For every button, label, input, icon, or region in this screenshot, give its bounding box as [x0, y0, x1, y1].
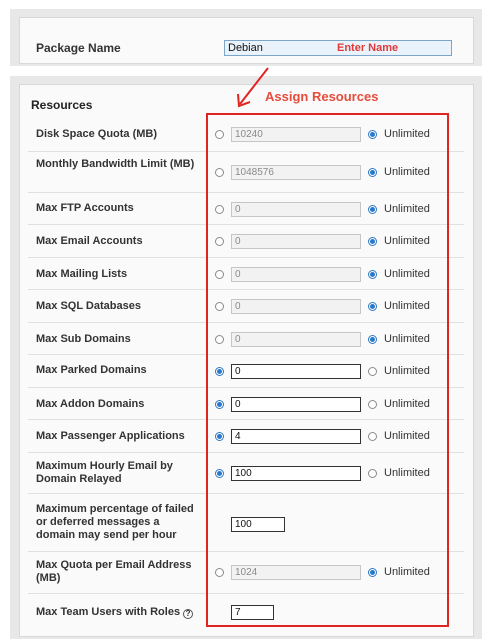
resource-label: Disk Space Quota (MB) [36, 128, 158, 140]
resource-label: Max Parked Domains [36, 364, 147, 376]
unlimited-radio[interactable] [368, 130, 377, 139]
unlimited-label: Unlimited [384, 300, 430, 312]
limit-radio[interactable] [215, 270, 224, 279]
unlimited-radio[interactable] [368, 367, 377, 376]
limit-value-field[interactable] [231, 234, 361, 249]
limit-value-field[interactable] [231, 202, 361, 217]
percentage-field[interactable] [231, 517, 285, 532]
resource-label: Max Addon Domains [36, 398, 145, 410]
limit-value-field[interactable] [231, 466, 361, 481]
resource-row-email-quota [28, 552, 464, 594]
help-icon[interactable]: ? [183, 609, 193, 619]
team-users-field[interactable] [231, 605, 274, 620]
resource-row-failed-percentage [28, 494, 464, 552]
unlimited-label: Unlimited [384, 333, 430, 345]
resource-row-bandwidth [28, 152, 464, 193]
limit-radio[interactable] [215, 205, 224, 214]
resource-row-sub-domains [28, 323, 464, 355]
unlimited-label: Unlimited [384, 365, 430, 377]
unlimited-label: Unlimited [384, 268, 430, 280]
limit-radio[interactable] [215, 168, 224, 177]
unlimited-radio[interactable] [368, 302, 377, 311]
limit-radio[interactable] [215, 130, 224, 139]
resource-label: Max Passenger Applications [36, 430, 185, 442]
resource-label: Max Email Accounts [36, 235, 143, 247]
resource-label: Max Quota per Email Address (MB) [36, 559, 192, 584]
unlimited-label: Unlimited [384, 398, 430, 410]
resource-label: Maximum Hourly Email by Domain Relayed [36, 460, 173, 485]
resource-row-sql-databases [28, 290, 464, 323]
limit-radio[interactable] [215, 335, 224, 344]
package-name-label: Package Name [36, 41, 121, 55]
unlimited-radio[interactable] [368, 432, 377, 441]
limit-radio[interactable] [215, 400, 224, 409]
limit-radio[interactable] [215, 302, 224, 311]
limit-value-field[interactable] [231, 364, 361, 379]
limit-value-field[interactable] [231, 299, 361, 314]
limit-radio[interactable] [215, 568, 224, 577]
unlimited-radio[interactable] [368, 270, 377, 279]
limit-value-field[interactable] [231, 127, 361, 142]
limit-radio[interactable] [215, 367, 224, 376]
unlimited-radio[interactable] [368, 469, 377, 478]
resources-panel [10, 76, 482, 639]
unlimited-radio[interactable] [368, 400, 377, 409]
resource-label: Max Sub Domains [36, 333, 131, 345]
package-panel [10, 9, 482, 66]
assign-resources-annotation: Assign Resources [265, 89, 379, 104]
unlimited-label: Unlimited [384, 128, 430, 140]
enter-name-annotation: Enter Name [337, 42, 399, 54]
resources-panel-inner [19, 84, 474, 637]
limit-value-field[interactable] [231, 165, 361, 180]
resource-label: Max FTP Accounts [36, 202, 134, 214]
limit-value-field[interactable] [231, 429, 361, 444]
unlimited-radio[interactable] [368, 568, 377, 577]
unlimited-label: Unlimited [384, 467, 430, 479]
package-panel-inner [19, 17, 474, 64]
resource-row-passenger-apps [28, 420, 464, 453]
unlimited-radio[interactable] [368, 168, 377, 177]
resource-row-addon-domains [28, 388, 464, 420]
limit-value-field[interactable] [231, 397, 361, 412]
unlimited-label: Unlimited [384, 566, 430, 578]
resource-label: Max SQL Databases [36, 300, 141, 312]
limit-value-field[interactable] [231, 267, 361, 282]
unlimited-label: Unlimited [384, 203, 430, 215]
resource-row-team-users [28, 594, 464, 632]
resource-row-email-accounts [28, 225, 464, 258]
unlimited-label: Unlimited [384, 166, 430, 178]
unlimited-radio[interactable] [368, 205, 377, 214]
resource-row-hourly-email [28, 453, 464, 494]
limit-radio[interactable] [215, 432, 224, 441]
resource-row-parked-domains [28, 355, 464, 388]
unlimited-radio[interactable] [368, 335, 377, 344]
unlimited-radio[interactable] [368, 237, 377, 246]
resource-row-ftp [28, 193, 464, 225]
resource-row-disk-space [28, 118, 464, 152]
resources-title: Resources [31, 98, 93, 112]
resource-label [36, 606, 216, 619]
unlimited-label: Unlimited [384, 235, 430, 247]
resource-label: Maximum percentage of failed or deferred messages a domain may send per hour [36, 503, 194, 541]
resource-label: Max Mailing Lists [36, 268, 128, 280]
limit-value-field[interactable] [231, 332, 361, 347]
limit-radio[interactable] [215, 469, 224, 478]
team-users-label-text: Max Team Users with Roles [36, 606, 181, 618]
resource-row-mailing-lists [28, 258, 464, 290]
limit-value-field[interactable] [231, 565, 361, 580]
unlimited-label: Unlimited [384, 430, 430, 442]
limit-radio[interactable] [215, 237, 224, 246]
resource-label: Monthly Bandwidth Limit (MB) [36, 158, 195, 170]
